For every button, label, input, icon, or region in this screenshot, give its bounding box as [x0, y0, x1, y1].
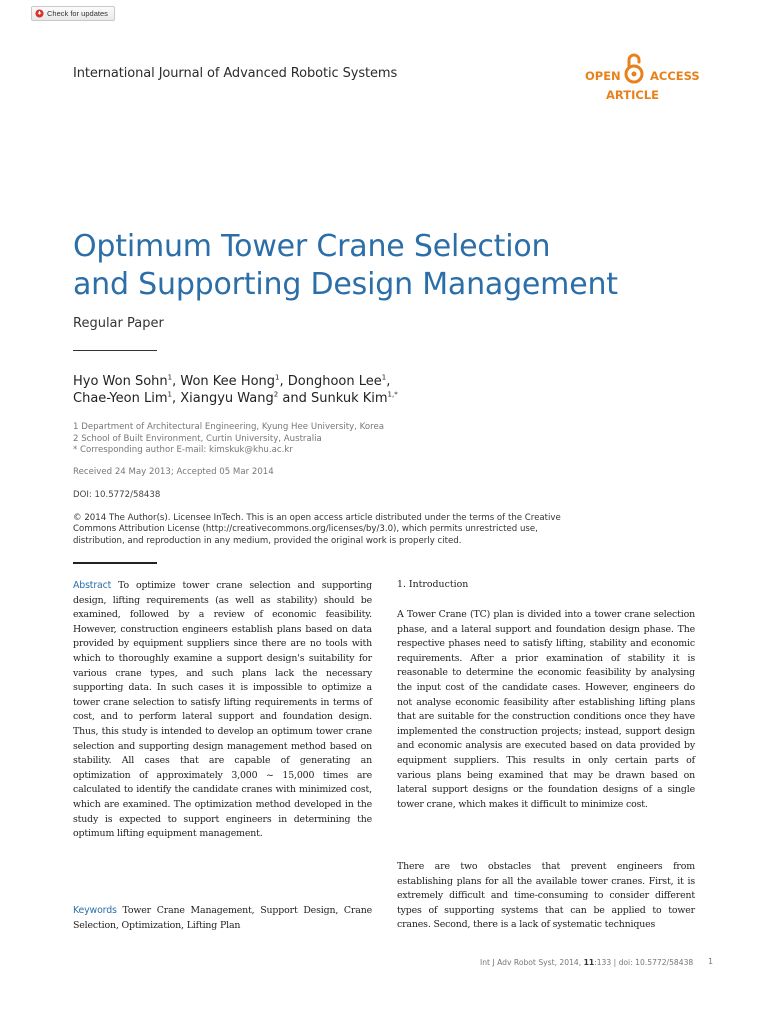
footer-volume: 11	[583, 958, 595, 967]
corresponding-author: * Corresponding author E-mail: kimskuk@khu.ac.kr	[73, 445, 293, 455]
open-access-open: OPEN	[585, 69, 621, 83]
title-line-2: and Supporting Design Management	[73, 267, 618, 302]
author-affiliation-mark: 1	[167, 390, 172, 399]
abstract-label: Abstract	[73, 580, 112, 591]
intro-paragraph: There are two obstacles that prevent engineers from establishing plans for all the available tower cranes. First, it is extremely difficult and time-consuming to consider different types of supporting systems that can be applied to tower cranes. Second, there is a lack of systematic techniques	[397, 861, 695, 931]
author-name: Sunkuk Kim	[310, 391, 388, 406]
affiliation-line: 2 School of Built Environment, Curtin University, Australia	[73, 433, 322, 444]
keywords-text: Tower Crane Management, Support Design, Crane Selection, Optimization, Lifting Plan	[73, 905, 372, 931]
abstract	[73, 579, 372, 842]
title-line-1: Optimum Tower Crane Selection	[73, 229, 551, 264]
author-list: Hyo Won Sohn$^1$, Won Kee Hong$^1$, Donghoon Lee$^1$, Chae-Yeon Lim$^1$, Xiangyu Wang$^2$ and Sunkuk Kim$^{1,*}$	[73, 373, 398, 406]
doi: DOI: 10.5772/58438	[73, 490, 161, 500]
footer-prefix: Int J Adv Robot Syst, 2014,	[480, 958, 582, 967]
author-name: Won Kee Hong	[180, 374, 276, 389]
author-name: Chae-Yeon Lim	[73, 391, 168, 406]
check-for-updates-button[interactable]	[31, 6, 115, 21]
copyright-notice	[73, 513, 593, 547]
keywords-label: Keywords	[73, 905, 117, 916]
received-dates: Received 24 May 2013; Accepted 05 Mar 2014	[73, 467, 274, 477]
paper-title	[73, 228, 713, 304]
intro-paragraph: A Tower Crane (TC) plan is divided into a tower crane selection phase, and a lateral support and foundation design phase. The respective phases need to satisfy lifting, stability and economic requirements. After a prior examination of stability it is reasonable to determine the economic feasibility by analysing the input cost of the candidate cases. However, engineers do not analyse economic feasibility after establishing lifting plans that are suitable for the construction conditions once they have implemented the construction projects; instead, support design and economic analysis are executed based on data provided by equipment suppliers. This results in only certain parts of various plans being examined that may be drawn based on lateral support designs or the foundation designs of a single tower crane, which makes it difficult to minimize cost.	[397, 609, 695, 810]
divider	[73, 350, 157, 351]
open-access-logo	[585, 52, 710, 107]
author-affiliation-mark: 1	[381, 373, 387, 382]
section-heading: 1. Introduction	[397, 579, 469, 590]
article-label: ARTICLE	[606, 88, 659, 102]
abstract-text: To optimize tower crane selection and supporting design, lifting requirements (as well as stability) should be examined, followed by a review of economic feasibility. However, construction engineers establish plans based on data provided by equipment suppliers since there are no tools with which to thoroughly examine a support design's suitability for various crane types, and such plans lack the necessary supporting data. In such cases it is impossible to optimize a tower crane selection to satisfy lifting requirements in terms of cost, and to perform lateral support and foundation design. Thus, this study is intended to develop an optimum tower crane selection and supporting design management method based on stability. All cases that are capable of generating an optimization of approximately 3,000 ~ 15,000 times are calculated to identify the candidate cranes with minimized cost, which are examined. The optimization method developed in the study is expected to support engineers in determining the optimum lifting equipment management.	[73, 580, 372, 840]
author-name: Donghoon Lee	[287, 374, 382, 389]
author-name: Xiangyu Wang	[180, 391, 274, 406]
paper-type: Regular Paper	[73, 316, 164, 331]
author-affiliation-mark: 2	[273, 390, 279, 399]
journal-name: International Journal of Advanced Robotic Systems	[73, 66, 398, 81]
copyright-line: distribution, and reproduction in any medium, provided the original work is properly cited.	[73, 535, 462, 546]
affiliation-line: 1 Department of Architectural Engineering, Kyung Hee University, Korea	[73, 422, 384, 432]
footer-suffix: :133 | doi: 10.5772/58438	[594, 958, 694, 967]
affiliations	[73, 422, 693, 457]
author-affiliation-mark: 1	[275, 373, 280, 382]
keywords	[73, 904, 372, 933]
copyright-line: Commons Attribution License (http://creativecommons.org/licenses/by/3.0), which permits unrestricted use,	[73, 524, 538, 535]
author-affiliation-mark: 1,*	[387, 390, 398, 399]
author-affiliation-mark: 1	[167, 373, 173, 382]
page-number: 1	[708, 957, 714, 966]
badge-label: Check for updates	[47, 9, 108, 18]
open-access-access: ACCESS	[650, 69, 700, 83]
copyright-line: © 2014 The Author(s). Licensee InTech. This is an open access article distributed under the terms of the Creative	[73, 513, 561, 523]
divider	[73, 562, 157, 564]
update-icon	[35, 9, 44, 18]
page-footer-citation	[480, 958, 693, 967]
open-lock-icon	[623, 52, 645, 84]
author-name: Hyo Won Sohn	[73, 374, 168, 389]
